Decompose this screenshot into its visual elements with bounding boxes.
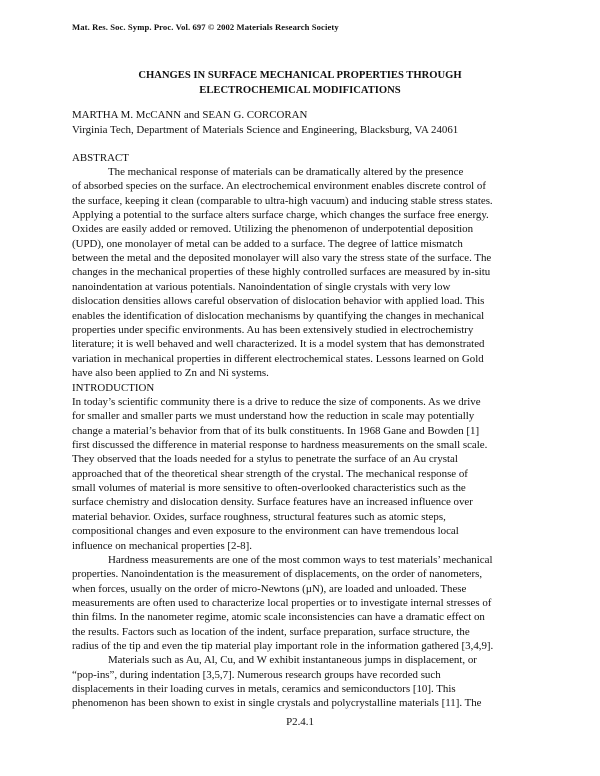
text-line: properties. Nanoindentation is the measurement of displacements, on the order of nanometers, (72, 568, 483, 581)
text-line: “pop-ins”, during indentation [3,5,7]. Numerous research groups have recorded such (72, 668, 441, 681)
page-number: P2.4.1 (286, 716, 314, 728)
text-line: small volumes of material is more sensitive to often-overlooked characteristics such as the (72, 482, 466, 495)
text-line: properties under specific environments. Au has been extensively studied in electrochemistry (72, 323, 474, 336)
text-line: when forces, usually on the order of micro-Newtons (µN), are loaded and unloaded. These (72, 582, 467, 595)
text-line: material behavior. Oxides, surface roughness, structural features such as atomic steps, (72, 510, 446, 523)
text-line: Applying a potential to the surface alters surface charge, which changes the surface free energy. (72, 209, 489, 222)
title-line-2: ELECTROCHEMICAL MODIFICATIONS (199, 85, 401, 96)
text-line: enables the identification of dislocation mechanisms by quantifying the changes in mechanical (72, 309, 485, 322)
text-line: surface chemistry and dislocation density. Surface features have an increased influence over (72, 496, 473, 509)
text-line: thin films. In the nanometer regime, atomic scale inconsistencies can have a dramatic effect on (72, 611, 485, 624)
text-line: measurements are often used to characterize local properties or to investigate internal stresses of (72, 596, 492, 609)
affiliation: Virginia Tech, Department of Materials Science and Engineering, Blacksburg, VA 24061 (72, 124, 459, 136)
text-line: (UPD), one monolayer of metal can be added to a surface. The degree of lattice mismatch (72, 237, 463, 250)
text-line: compositional changes and even exposure to the environment can have tremendous local (72, 525, 459, 538)
text-line: Hardness measurements are one of the most common ways to test materials’ mechanical (108, 553, 493, 566)
text-line: changes in the mechanical properties of these highly controlled surfaces are measured by in-situ (72, 266, 491, 279)
authors: MARTHA M. McCANN and SEAN G. CORCORAN (72, 109, 308, 121)
text-line: dislocation densities allows careful observation of dislocation behavior with applied load. This (72, 295, 485, 308)
text-line: nanoindentation at various potentials. Nanoindentation of single crystals with very low (72, 280, 451, 293)
title-line-1: CHANGES IN SURFACE MECHANICAL PROPERTIES THROUGH (138, 70, 462, 81)
text-line: for smaller and smaller parts we must understand how the reduction in scale may potentially (72, 410, 475, 423)
text-line: of absorbed species on the surface. An electrochemical environment enables discrete control of (72, 180, 486, 193)
text-line: the results. Factors such as location of the indent, surface preparation, surface structure, the (72, 625, 470, 638)
text-line: variation in mechanical properties in different electrochemical states. Lessons learned on Gold (72, 352, 484, 365)
text-line: first discussed the difference in material response to hardness measurements on the small scale. (72, 439, 488, 452)
text-line: In today’s scientific community there is a drive to reduce the size of components. As we drive (72, 396, 481, 408)
text-line: phenomenon has been shown to exist in single crystals and polycrystalline materials [11]. The (72, 697, 482, 710)
text-line: They observed that the loads needed for a stylus to penetrate the surface of an Au crystal (72, 453, 458, 466)
abstract-heading: ABSTRACT (72, 152, 129, 164)
text-line: Oxides are easily added or removed. Utilizing the phenomenon of underpotential deposition (72, 223, 474, 236)
text-line: have also been applied to Zn and Ni systems. (72, 366, 269, 379)
text-line: influence on mechanical properties [2-8]. (72, 539, 252, 552)
paper-title (72, 68, 528, 98)
text-line: literature; it is well behaved and well characterized. It is a model system that has demonstrated (72, 338, 485, 351)
text-line: between the metal and the deposited monolayer will also vary the stress state of the surface. The (72, 252, 492, 265)
text-line: the surface, keeping it clean (comparable to ultra-high vacuum) and inducing stable stress states. (72, 194, 493, 207)
text-line: displacements in their loading curves in metals, ceramics and semiconductors [10]. This (72, 683, 456, 695)
text-line: radius of the tip and even the tip material play important role in the information gathered [3,4,9]. (72, 639, 494, 652)
text-line: Materials such as Au, Al, Cu, and W exhibit instantaneous jumps in displacement, or (108, 654, 477, 667)
text-line: approached that of the theoretical shear strength of the crystal. The mechanical response of (72, 467, 468, 480)
text-line: The mechanical response of materials can be dramatically altered by the presence (108, 166, 464, 178)
introduction-heading: INTRODUCTION (72, 382, 155, 394)
text-line: change a material’s behavior from that of its bulk constituents. In 1968 Gane and Bowden [1] (72, 424, 480, 437)
journal-header: Mat. Res. Soc. Symp. Proc. Vol. 697 © 2002 Materials Research Society (72, 22, 339, 32)
